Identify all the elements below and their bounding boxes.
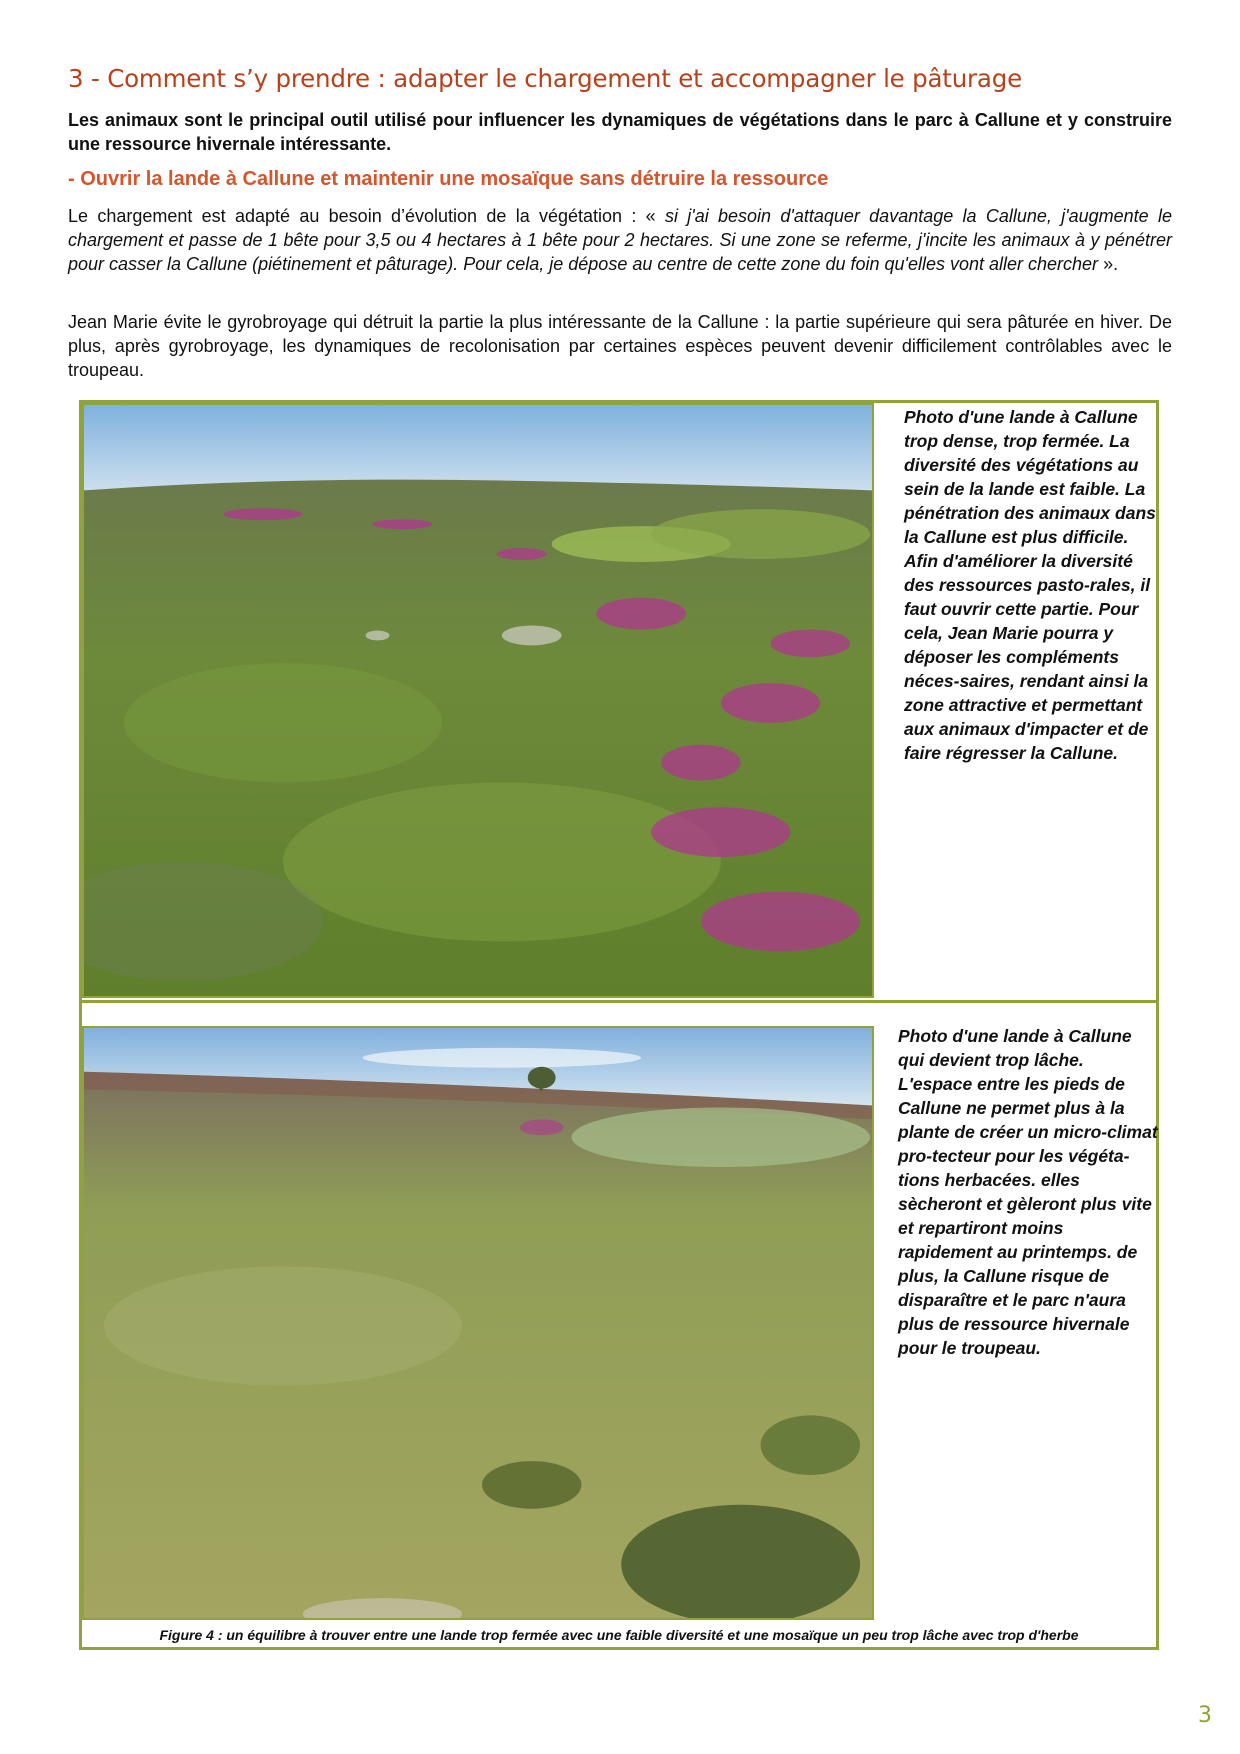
- dense-heathland-photo: [82, 403, 874, 998]
- gyrobroyage-paragraph: Jean Marie évite le gyrobroyage qui détruit la partie la plus intéressante de la Callune : la partie supérieure qui sera pâturée en hiver. De plus, après gyrobroyage, les dynamiques de recolonisation par certaines espèces peuvent devenir difficilement contrôlables avec le troupeau.: [68, 312, 1172, 380]
- figure-divider: [79, 1000, 1159, 1003]
- page-number: 3: [1198, 1703, 1212, 1728]
- figure-caption: Figure 4 : un équilibre à trouver entre une lande trop fermée avec une faible diversité et une mosaïque un peu trop lâche avec trop d'herbe: [159, 1627, 1079, 1643]
- page-title: 3 - Comment s’y prendre : adapter le chargement et accompagner le pâturage: [68, 64, 1022, 93]
- sparse-heathland-photo: [82, 1026, 874, 1620]
- loading-lead: Le chargement est adapté au besoin d’évolution de la végétation : «: [68, 206, 665, 226]
- loading-trail: ».: [1098, 254, 1119, 274]
- section-subheading: - Ouvrir la lande à Callune et maintenir une mosaïque sans détruire la ressource: [68, 168, 829, 190]
- dense-heathland-caption: Photo d'une lande à Callune trop dense, trop fermée. La diversité des végétations au sein de la lande est faible. La pénétration des animaux dans la Callune est plus difficile. Afin d'améliorer la diversité des ressources pasto-rales, il faut ouvrir cette partie. Pour cela, Jean Marie pourra y déposer les compléments néces-saires, rendant ainsi la zone attractive et permettant aux animaux d'impacter et de faire régresser la Callune.: [904, 407, 1156, 763]
- intro-paragraph: Les animaux sont le principal outil utilisé pour influencer les dynamiques de végétations dans le parc à Callune et y construire une ressource hivernale intéressante.: [68, 110, 1172, 154]
- sparse-heathland-caption: Photo d'une lande à Callune qui devient trop lâche. L'espace entre les pieds de Callune ne permet plus à la plante de créer un micro-climat pro-tecteur pour les végéta-tions herbacées. elles sècheront et gèleront plus vite et repartiront moins rapidement au printemps. de plus, la Callune risque de disparaître et le parc n'aura plus de ressource hivernale pour le troupeau.: [898, 1026, 1158, 1358]
- loading-paragraph: [68, 204, 1172, 276]
- farmer-quote: si j'ai besoin d'attaquer davantage la Callune, j'augmente le chargement et passe de 1 bête pour 3,5 ou 4 hectares à 1 bête pour 2 hectares. Si une zone se referme, j'incite les animaux à y pénétrer pour casser la Callune (piétinement et pâturage). Pour cela, je dépose au centre de cette zone du foin qu'elles vont aller chercher: [68, 206, 1173, 274]
